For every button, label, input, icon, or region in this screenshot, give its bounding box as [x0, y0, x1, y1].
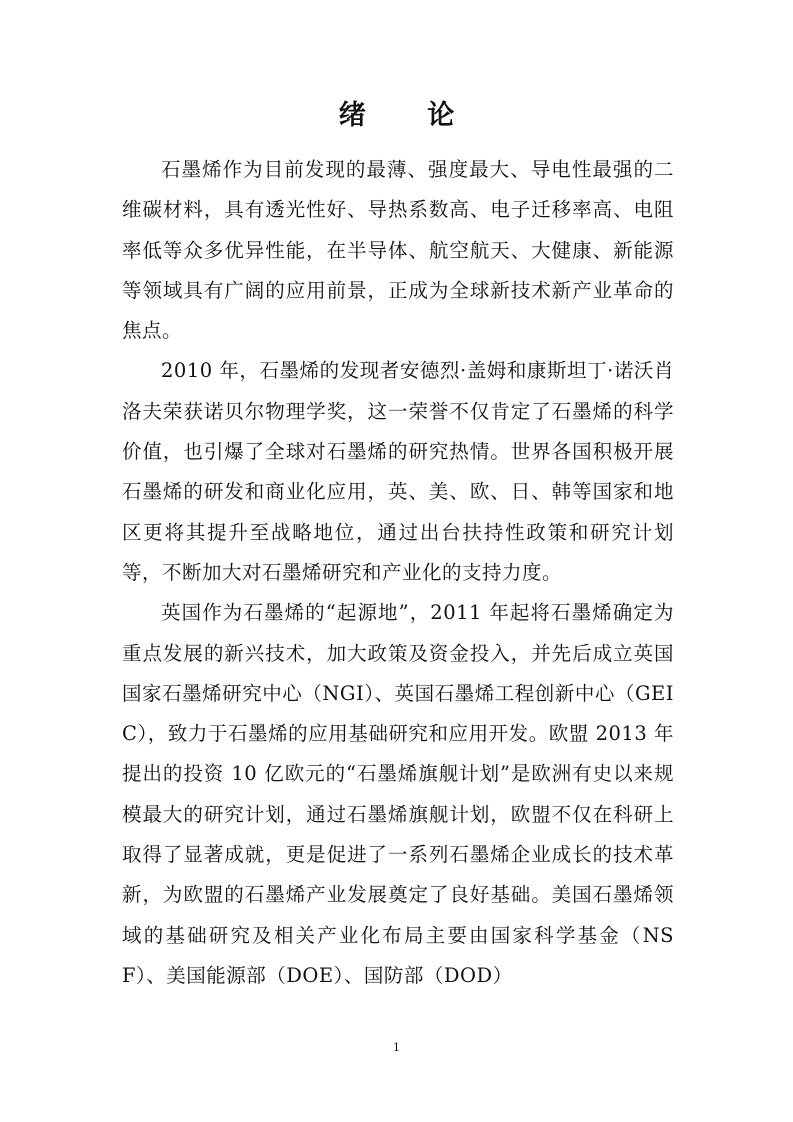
paragraph-international-policy: 英国作为石墨烯的“起源地”，2011 年起将石墨烯确定为重点发展的新兴技术，加大政策及资金投入，并先后成立英国国家石墨烯研究中心（NGI）、英国石墨烯工程创新中心（GEIC），致力于石墨烯的应用基础研究和应用开发。欧盟 2013 年提出的投资 10 亿欧元的“石墨烯旗舰计划”是欧洲有史以来规模最大的研究计划，通过石墨烯旗舰计划，欧盟不仅在科研上取得了显著成就，更是促进了一系列石墨烯企业成长的技术革新，为欧盟的石墨烯产业发展奠定了良好基础。美国石墨烯领域的基础研究及相关产业化布局主要由国家科学基金（NSF）、美国能源部（DOE）、国防部（DOD） [122, 601, 674, 987]
paragraph-nobel-prize: 2010 年，石墨烯的发现者安德烈·盖姆和康斯坦丁·诺沃肖洛夫荣获诺贝尔物理学奖，这一荣誉不仅肯定了石墨烯的科学价值，也引爆了全球对石墨烯的研究热情。世界各国积极开展石墨烯的研发和商业化应用，英、美、欧、日、韩等国家和地区更将其提升至战略地位，通过出台扶持性政策和研究计划等，不断加大对石墨烯研究和产业化的支持力度。 [122, 359, 674, 584]
paragraph-intro: 石墨烯作为目前发现的最薄、强度最大、导电性最强的二维碳材料，具有透光性好、导热系数高、电子迁移率高、电阻率低等众多优异性能，在半导体、航空航天、大健康、新能源等领域具有广阔的应用前景，正成为全球新技术新产业革命的焦点。 [122, 158, 674, 343]
page-number: 1 [393, 1041, 400, 1054]
page-title: 绪 论 [338, 100, 481, 131]
body-text [122, 150, 674, 996]
